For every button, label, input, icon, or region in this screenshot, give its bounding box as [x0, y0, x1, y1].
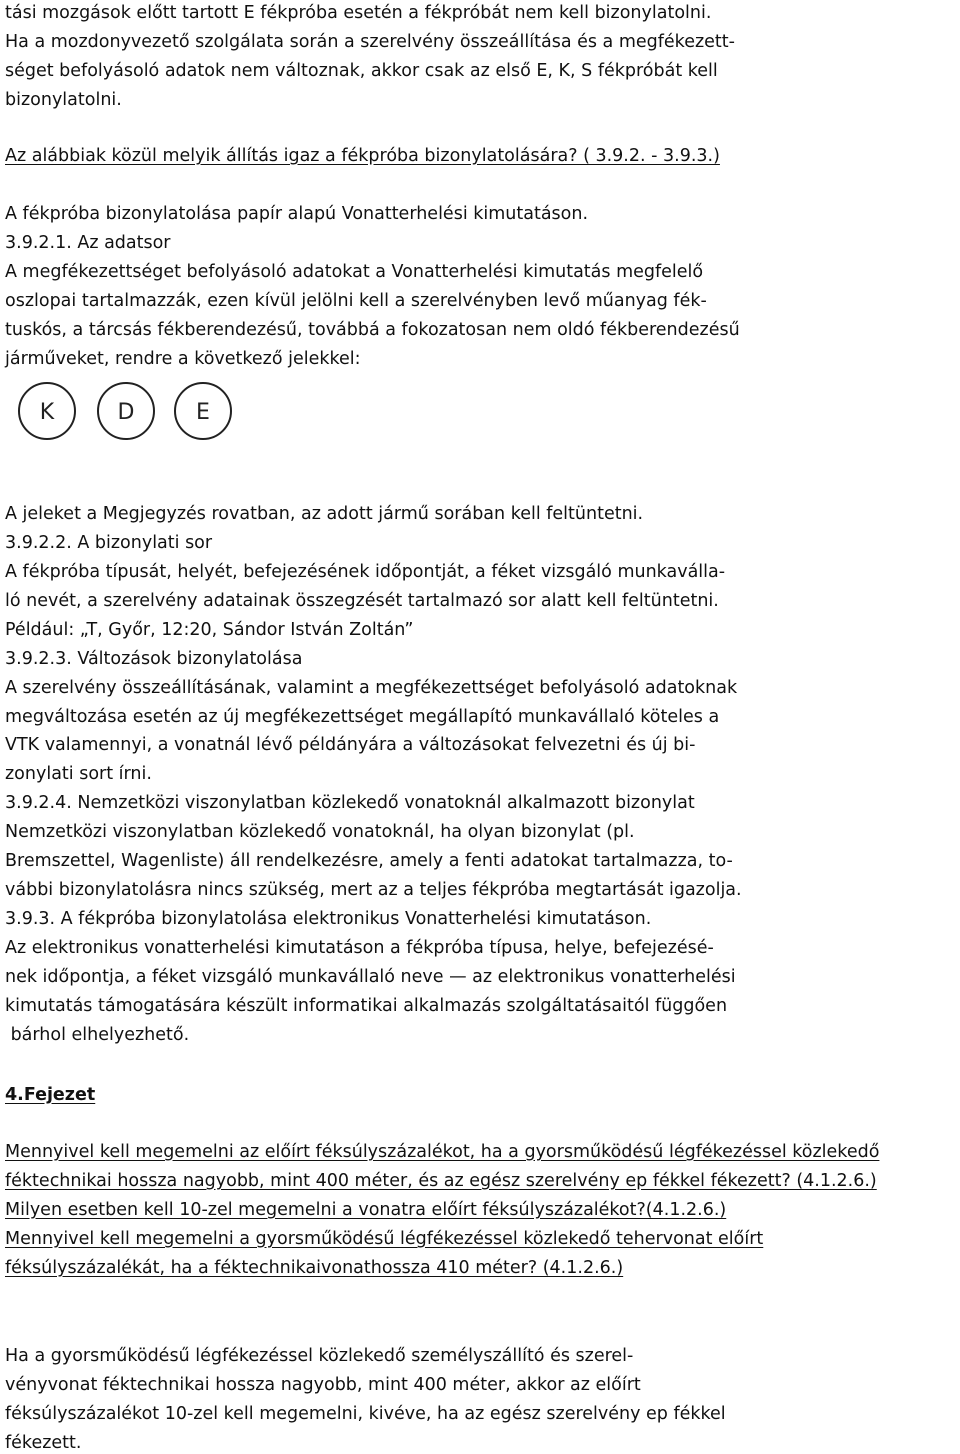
- answer-line: fékezett.: [5, 1433, 82, 1453]
- paragraph-line: ló nevét, a szerelvény adatainak összegzését tartalmazó sor alatt kell feltüntetni.: [5, 591, 719, 611]
- section-heading: 3.9.2.3. Változások bizonylatolása: [5, 649, 303, 669]
- question-line: féksúlyszázalékát, ha a féktechnikaivonathossza 410 méter? (4.1.2.6.): [5, 1258, 624, 1278]
- paragraph-line: A fékpróba típusát, helyét, befejezésének időpontját, a féket vizsgáló munkaválla-: [5, 562, 726, 582]
- paragraph-line: bizonylatolni.: [5, 90, 122, 110]
- paragraph-line: Nemzetközi viszonylatban közlekedő vonatoknál, ha olyan bizonylat (pl.: [5, 822, 635, 842]
- paragraph-line: Az elektronikus vonatterhelési kimutatáson a fékpróba típusa, helye, befejezésé-: [5, 938, 714, 958]
- brake-symbols-figure: [17, 378, 247, 444]
- symbol-d-label: D: [117, 400, 135, 425]
- paragraph-line: VTK valamennyi, a vonatnál lévő példányára a változásokat felvezetni és új bi-: [5, 735, 696, 755]
- paragraph-line: kimutatás támogatására készült informatikai alkalmazás szolgáltatásaitól függően: [5, 996, 728, 1016]
- symbol-k: [19, 383, 75, 439]
- section-heading: 3.9.2.4. Nemzetközi viszonylatban közlekedő vonatoknál alkalmazott bizonylat: [5, 793, 695, 813]
- paragraph-line: járműveket, rendre a következő jelekkel:: [5, 349, 361, 369]
- section-heading: 3.9.2.1. Az adatsor: [5, 233, 171, 253]
- paragraph-line: vábbi bizonylatolásra nincs szükség, mert az a teljes fékpróba megtartását igazolja.: [5, 880, 742, 900]
- question-line: Az alábbiak közül melyik állítás igaz a fékpróba bizonylatolására? ( 3.9.2. - 3.9.3.): [5, 146, 720, 166]
- paragraph-line: oszlopai tartalmazzák, ezen kívül jelölni kell a szerelvényben levő műanyag fék-: [5, 291, 707, 311]
- paragraph-line: tási mozgások előtt tartott E fékpróba esetén a fékpróbát nem kell bizonylatolni.: [5, 3, 712, 23]
- paragraph-line: Például: „T, Győr, 12:20, Sándor István Zoltán”: [5, 620, 414, 640]
- paragraph-line: A jeleket a Megjegyzés rovatban, az adott jármű sorában kell feltüntetni.: [5, 504, 644, 524]
- section-heading: 3.9.3. A fékpróba bizonylatolása elektronikus Vonatterhelési kimutatáson.: [5, 909, 652, 929]
- question-line: féktechnikai hossza nagyobb, mint 400 méter, és az egész szerelvény ep fékkel fékezett? (4.1.2.6.): [5, 1171, 877, 1191]
- paragraph-line: megváltozása esetén az új megfékezettséget megállapító munkavállaló köteles a: [5, 707, 720, 727]
- section-heading: 3.9.2.2. A bizonylati sor: [5, 533, 213, 553]
- paragraph-line: A szerelvény összeállításának, valamint a megfékezettséget befolyásoló adatoknak: [5, 678, 738, 698]
- question-line: Milyen esetben kell 10-zel megemelni a vonatra előírt féksúlyszázalékot?(4.1.2.6.): [5, 1200, 727, 1220]
- paragraph-line: Bremszettel, Wagenliste) áll rendelkezésre, amely a fenti adatokat tartalmazza, to-: [5, 851, 733, 871]
- question-line: Mennyivel kell megemelni a gyorsműködésű légfékezéssel közlekedő tehervonat előírt: [5, 1229, 764, 1249]
- paragraph-line: zonylati sort írni.: [5, 764, 152, 784]
- answer-line: féksúlyszázalékot 10-zel kell megemelni, kivéve, ha az egész szerelvény ep fékkel: [5, 1404, 726, 1424]
- answer-line: vényvonat féktechnikai hossza nagyobb, mint 400 méter, akkor az előírt: [5, 1375, 641, 1395]
- paragraph-line: séget befolyásoló adatok nem változnak, akkor csak az első E, K, S fékpróbát kell: [5, 61, 718, 81]
- paragraph-line: Ha a mozdonyvezető szolgálata során a szerelvény összeállítása és a megfékezett-: [5, 32, 735, 52]
- chapter-heading: 4.Fejezet: [5, 1085, 96, 1105]
- answer-line: Ha a gyorsműködésű légfékezéssel közlekedő személyszállító és szerel-: [5, 1346, 634, 1366]
- question-line: Mennyivel kell megemelni az előírt féksúlyszázalékot, ha a gyorsműködésű légfékezéssel közlekedő: [5, 1142, 880, 1162]
- symbol-e: [175, 383, 231, 439]
- symbol-d: [98, 383, 154, 439]
- paragraph-line: A megfékezettséget befolyásoló adatokat a Vonatterhelési kimutatás megfelelő: [5, 262, 704, 282]
- symbol-k-label: K: [39, 400, 55, 425]
- paragraph-line: bárhol elhelyezhető.: [5, 1025, 190, 1045]
- symbol-e-label: E: [196, 400, 210, 425]
- paragraph-line: nek időpontja, a féket vizsgáló munkavállaló neve — az elektronikus vonatterhelési: [5, 967, 736, 987]
- answer-line: A fékpróba bizonylatolása papír alapú Vonatterhelési kimutatáson.: [5, 204, 589, 224]
- paragraph-line: tuskós, a tárcsás fékberendezésű, továbbá a fokozatosan nem oldó fékberendezésű: [5, 320, 740, 340]
